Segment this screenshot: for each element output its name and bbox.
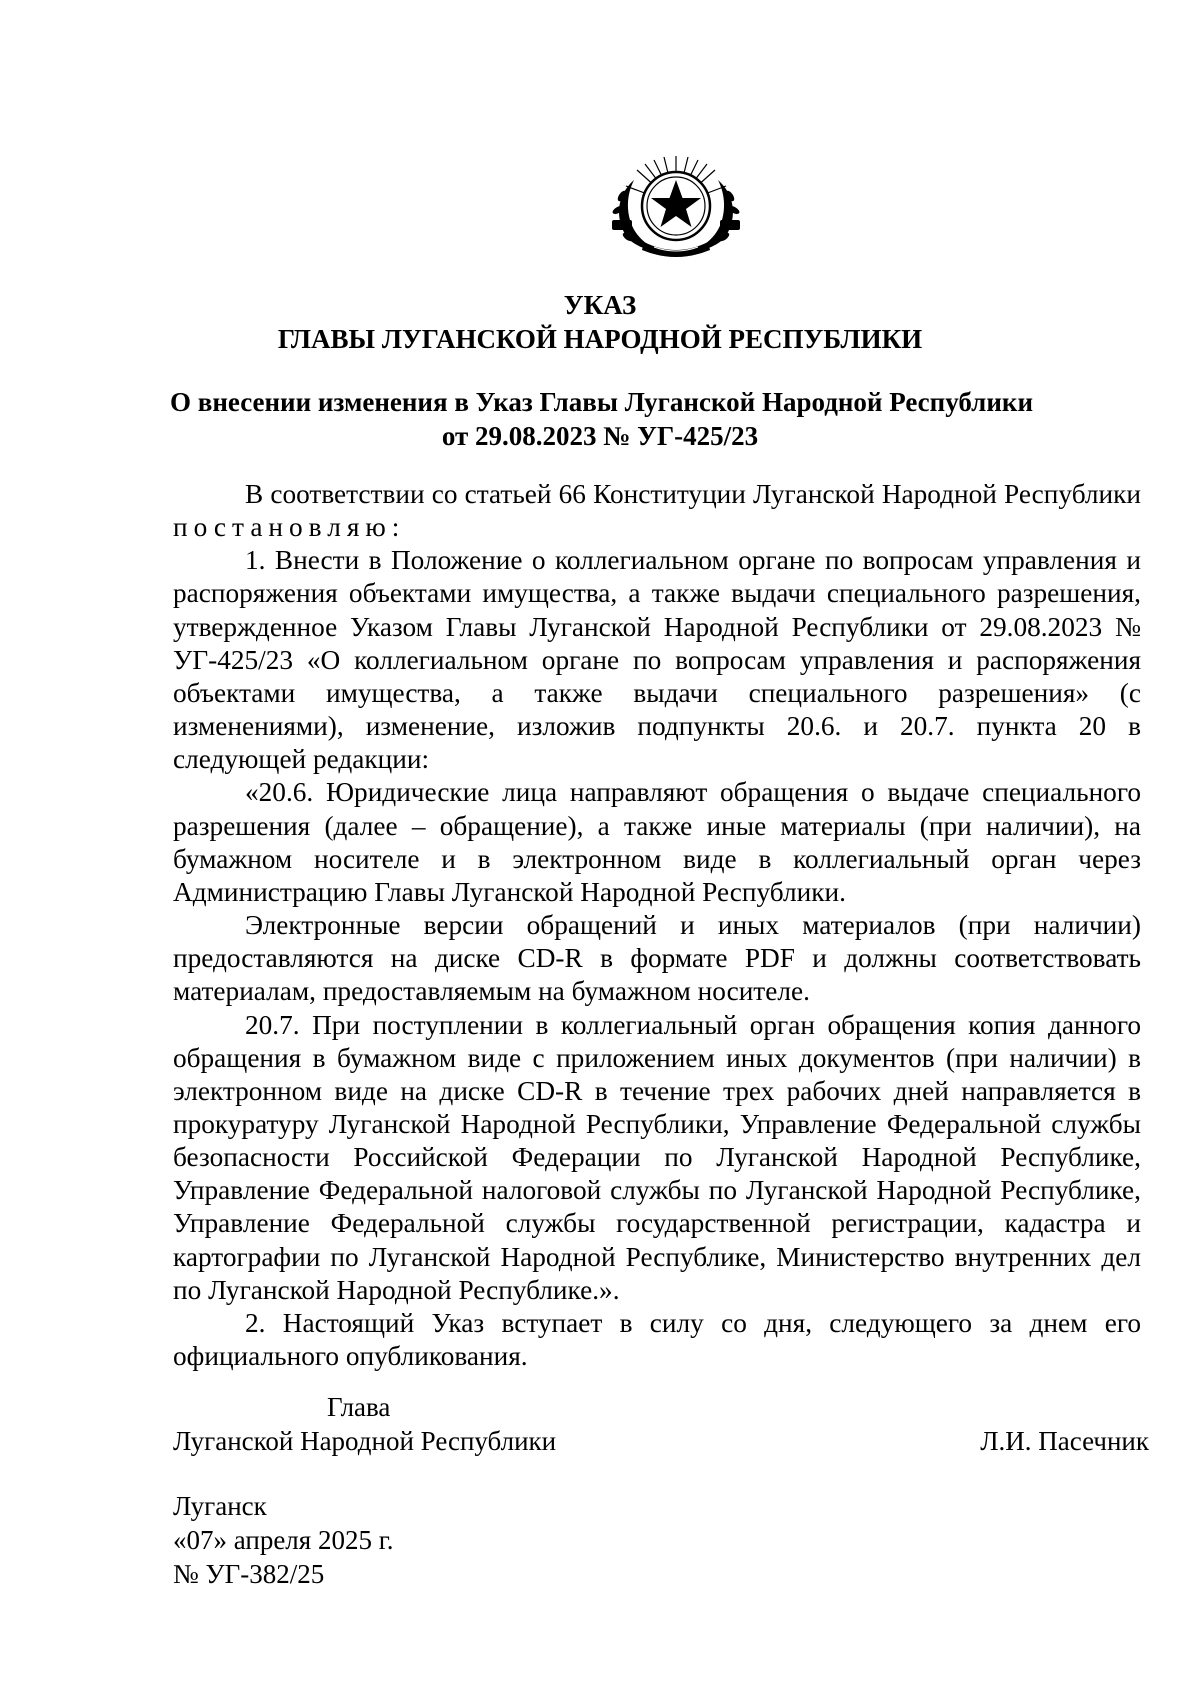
subitem-20-7: 20.7. При поступлении в коллегиальный орган обращения копия данного обращения в бумажном виде с приложением иных документов (при наличии) в электронном виде на диске CD-R в течение трех рабочих дней направляется в прокуратуру Луганской Народной Республики, Управление Федеральной службы безопасности Российской Федерации по Луганской Народной Республике, Управление Федеральной налоговой службы по Луганской Народной Республике, Управление Федеральной службы государственной регистрации, кадастра и картографии по Луганской Народной Республике, Министерство внутренних дел по Луганской Народной Республике.». xyxy=(173,1009,1141,1305)
item-1: 1. Внести в Положение о коллегиальном органе по вопросам управления и распоряжения объектами имущества, а также выдачи специального разрешения, утвержденное Указом Главы Луганской Народной Республики от 29.08.2023 № УГ-425/23 «О коллегиальном органе по вопросам управления и распоряжения объектами имущества, а также выдачи специального разрешения» (с изменениями), изменение, изложив подпункты 20.6. и 20.7. пункта 20 в следующей редакции: xyxy=(173,545,1141,775)
lpr-coat-of-arms-icon xyxy=(604,150,748,260)
subject-line-2: от 29.08.2023 № УГ-425/23 xyxy=(441,421,759,451)
preamble-colon: : xyxy=(391,512,400,543)
decree-heading xyxy=(170,288,1030,356)
item-2: 2. Настоящий Указ вступает в силу со дня, следующего за днем его официального опубликования. xyxy=(173,1307,1141,1372)
decree-body xyxy=(173,478,1141,1373)
subitem-20-6: «20.6. Юридические лица направляют обращения о выдаче специального разрешения (далее – обращение), а также иные материалы (при наличии), на бумажном носителе и в электронном виде в коллегиальный орган через Администрацию Главы Луганской Народной Республики. xyxy=(173,777,1141,907)
signatory-title: Глава xyxy=(327,1392,391,1422)
decree-title: УКАЗ xyxy=(563,290,637,320)
subitem-20-6-electronic: Электронные версии обращений и иных материалов (при наличии) предоставляются на диске CD-R в формате PDF и должны соответствовать материалам, предоставляемым на бумажном носителе. xyxy=(173,910,1141,1007)
decree-date: «07» апреля 2025 г. xyxy=(173,1525,394,1555)
decree-number: № УГ-382/25 xyxy=(173,1559,325,1589)
signatory-organization: Луганской Народной Республики xyxy=(173,1426,557,1456)
decree-place: Луганск xyxy=(173,1491,267,1521)
preamble-text: В соответствии со статьей 66 Конституции Луганской Народной Республики xyxy=(245,479,1141,509)
decree-verb: постановляю xyxy=(173,512,392,543)
preamble xyxy=(173,478,1141,544)
subject-line-1: О внесении изменения в Указ Главы Луганской Народной Республики xyxy=(170,387,1033,417)
signatory-name: Л.И. Пасечник xyxy=(980,1426,1149,1456)
decree-issuer: ГЛАВЫ ЛУГАНСКОЙ НАРОДНОЙ РЕСПУБЛИКИ xyxy=(277,324,923,354)
decree-subject xyxy=(170,385,1033,453)
